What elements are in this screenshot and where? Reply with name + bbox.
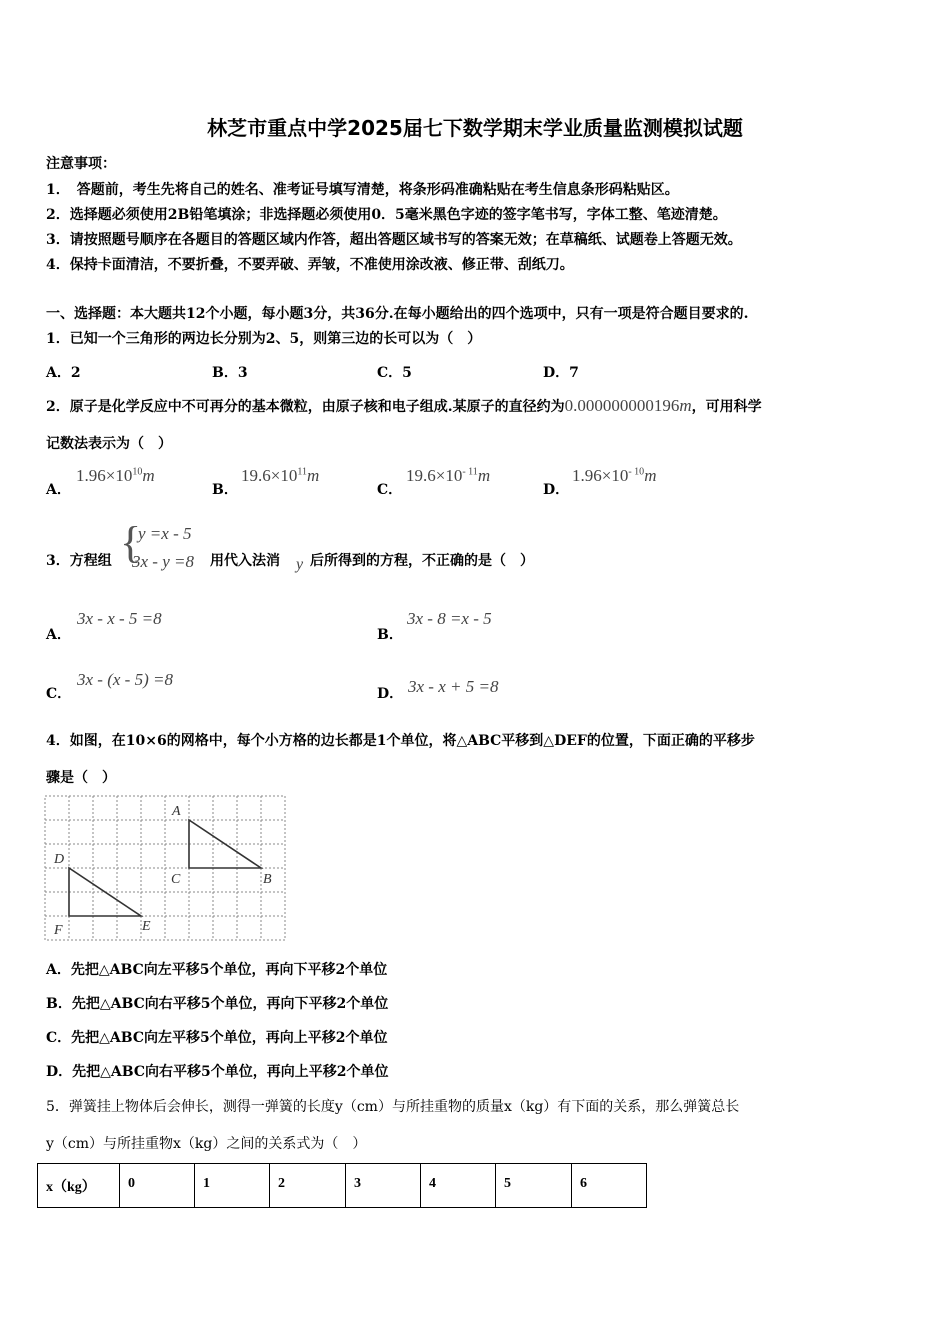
notice-heading: 注意事项： — [46, 156, 116, 172]
question-4: 4．如图，在10×6的网格中，每个小方格的边长都是1个单位，将△ABC平移到△DEF的位置，下面正确的平移步 — [46, 733, 755, 749]
question-number: 1． — [46, 331, 70, 347]
equation-2: 3x - y =8 — [132, 552, 194, 571]
option-a[interactable]: A．先把△ABC向左平移5个单位，再向下平移2个单位 — [46, 962, 388, 978]
question-4-cont: 骤是（ ） — [46, 770, 116, 786]
option-d[interactable]: D．先把△ABC向右平移5个单位，再向上平移2个单位 — [46, 1064, 389, 1080]
option-a-math: $1.96\times 10^{10}m$ — [76, 466, 155, 485]
option-c[interactable]: C．5 — [377, 365, 412, 381]
table-cell: 2 — [270, 1164, 346, 1208]
equation-1: y =x - 5 — [138, 524, 192, 543]
grid-figure — [44, 795, 287, 942]
question-1 — [46, 328, 481, 348]
question-3-suffix: 后所得到的方程，不正确的是（ ） — [310, 553, 534, 569]
option-c[interactable]: C．先把△ABC向左平移5个单位，再向上平移2个单位 — [46, 1030, 388, 1046]
option-a[interactable]: A． — [46, 627, 71, 643]
label-c: C — [171, 872, 181, 887]
label-a: A — [172, 804, 181, 819]
table-cell: 4 — [421, 1164, 496, 1208]
option-b-math: 3x - 8 =x - 5 — [407, 609, 492, 628]
table-row — [38, 1164, 647, 1208]
option-d[interactable]: D．7 — [543, 365, 579, 381]
option-b-math: $19.6\times 10^{11}m$ — [241, 466, 320, 485]
notice-item: 2．选择题必须使用2B铅笔填涂；非选择题必须使用0．5毫米黑色字迹的签字笔书写，字体工整、笔迹清楚。 — [46, 207, 727, 223]
notice-item: 3．请按照题号顺序在各题目的答题区域内作答，超出答题区域书写的答案无效；在草稿纸、试题卷上答题无效。 — [46, 232, 742, 248]
table-cell: 6 — [572, 1164, 647, 1208]
option-b[interactable]: B．先把△ABC向右平移5个单位，再向下平移2个单位 — [46, 996, 389, 1012]
label-f: F — [54, 923, 63, 938]
question-5: 5．弹簧挂上物体后会伸长，测得一弹簧的长度y（cm）与所挂重物的质量x（kg）有下面的关系，那么弹簧总长 — [46, 1099, 740, 1115]
question-3-mid: 用代入法消 — [210, 553, 280, 569]
table-cell: 0 — [120, 1164, 195, 1208]
option-a[interactable]: A． — [46, 482, 71, 498]
table-cell: 5 — [496, 1164, 572, 1208]
option-d[interactable]: D． — [377, 686, 404, 702]
question-stem: 已知一个三角形的两边长分别为2、5，则第三边的长可以为（ ） — [69, 331, 482, 347]
option-b[interactable]: B． — [212, 482, 238, 498]
question-2: 2．原子是化学反应中不可再分的基本微粒，由原子核和电子组成.某原子的直径约为0.000000000196m，可用科学 — [46, 396, 762, 415]
label-b: B — [263, 872, 272, 887]
option-c[interactable]: C． — [377, 482, 403, 498]
option-b[interactable]: B．3 — [212, 365, 248, 381]
option-b[interactable]: B． — [377, 627, 403, 643]
label-d: D — [54, 852, 65, 867]
option-a-math: 3x - x - 5 =8 — [77, 609, 162, 628]
eliminated-variable: y — [296, 556, 304, 573]
option-c-math: $19.6\times 10^{- 11}m$ — [406, 466, 491, 485]
notice-item: 1． 答题前，考生先将自己的姓名、准考证号填写清楚，将条形码准确粘贴在考生信息条形码粘贴区。 — [46, 182, 679, 198]
label-e: E — [142, 919, 151, 934]
brace-icon: { — [120, 518, 142, 567]
table-cell: 3 — [346, 1164, 421, 1208]
option-c-math: 3x - (x - 5) =8 — [77, 670, 173, 689]
table-cell: x（kg） — [38, 1164, 120, 1208]
question-2-cont: 记数法表示为（ ） — [46, 436, 172, 452]
table-cell: 1 — [195, 1164, 270, 1208]
option-c[interactable]: C． — [46, 686, 72, 702]
spring-table — [37, 1163, 647, 1208]
option-d-math: $1.96\times 10^{- 10}m$ — [572, 466, 657, 485]
notice-item: 4．保持卡面清洁，不要折叠，不要弄破、弄皱，不准使用涂改液、修正带、刮纸刀。 — [46, 257, 574, 273]
option-d-math: 3x - x + 5 =8 — [408, 677, 499, 696]
option-a[interactable]: A．2 — [46, 365, 81, 381]
option-d[interactable]: D． — [543, 482, 570, 498]
page-title: 林芝市重点中学2025届七下数学期末学业质量监测模拟试题 — [207, 116, 743, 140]
diameter-value: 0.000000000196m — [564, 396, 692, 415]
section-heading: 一、选择题：本大题共12个小题，每小题3分，共36分.在每小题给出的四个选项中，只有一项是符合题目要求的. — [46, 306, 749, 322]
question-5-cont: y（cm）与所挂重物x（kg）之间的关系式为（ ） — [46, 1136, 367, 1152]
question-3: 3．方程组 — [46, 553, 112, 569]
